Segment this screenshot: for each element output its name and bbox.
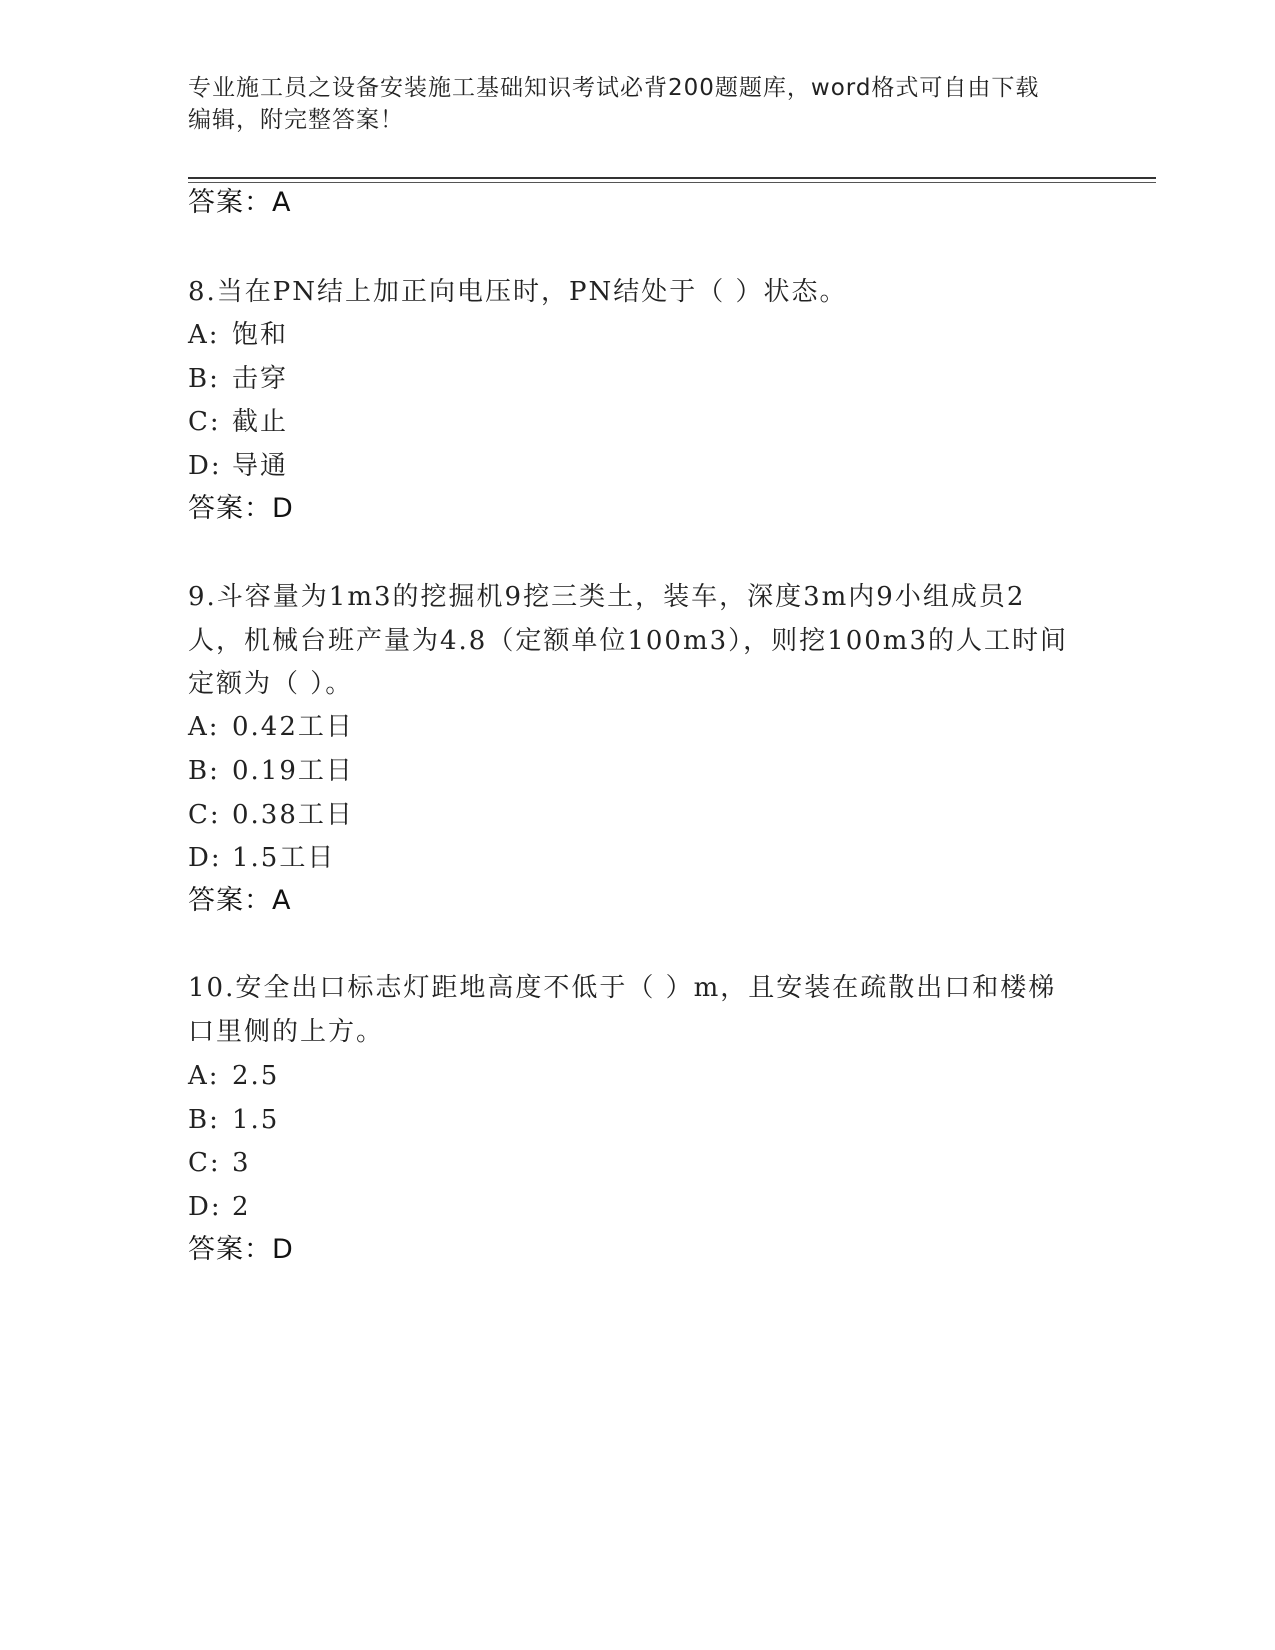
- answer-value: D: [272, 1234, 294, 1265]
- option-text: 击穿: [232, 364, 289, 394]
- document-header: [188, 72, 1088, 136]
- option-key: A:: [188, 320, 220, 350]
- option-key: C:: [188, 407, 221, 437]
- answer-label: 答案：: [188, 187, 272, 218]
- option-text: 2: [232, 1192, 251, 1222]
- question-8-option-b: [188, 362, 288, 396]
- answer-line-prev: [188, 186, 291, 220]
- option-key: C:: [188, 1148, 221, 1178]
- question-9-text-line-2: 人，机械台班产量为4.8（定额单位100m3），则挖100m3的人工时间: [188, 626, 1068, 656]
- header-line-1: 专业施工员之设备安装施工基础知识考试必背200题题库，word格式可自由下载: [188, 75, 1040, 101]
- option-key: A:: [188, 1061, 220, 1091]
- question-9-option-a: [188, 710, 354, 744]
- question-9-text-line-1: 9.斗容量为1m3的挖掘机9挖三类土，装车，深度3m内9小组成员2: [188, 582, 1026, 612]
- option-text: 1.5: [232, 1105, 280, 1135]
- question-10-answer: [188, 1233, 294, 1267]
- option-key: B:: [188, 1105, 220, 1135]
- answer-label: 答案：: [188, 493, 272, 524]
- option-text: 3: [232, 1148, 251, 1178]
- option-key: D:: [188, 451, 222, 481]
- header-line-2: 编辑，附完整答案！: [188, 107, 404, 133]
- question-9-option-d: [188, 841, 335, 875]
- answer-value: A: [272, 187, 292, 218]
- question-10-option-b: [188, 1103, 279, 1137]
- option-text: 0.42工日: [232, 712, 354, 742]
- header-divider-thick: [188, 177, 1156, 179]
- question-10-text-line-2: 口里侧的上方。: [188, 1017, 385, 1047]
- question-8-option-d: [188, 449, 288, 483]
- option-text: 截止: [232, 407, 289, 437]
- option-text: 导通: [232, 451, 289, 481]
- question-8-option-c: [188, 405, 288, 439]
- option-key: A:: [188, 712, 220, 742]
- question-10-text-line-1: 10.安全出口标志灯距地高度不低于（ ）m，且安装在疏散出口和楼梯: [188, 973, 1057, 1003]
- option-key: D:: [188, 1192, 222, 1222]
- option-text: 1.5工日: [232, 843, 336, 873]
- question-8-text: 8.当在PN结上加正向电压时，PN结处于（ ）状态。: [188, 277, 848, 307]
- option-key: C:: [188, 800, 221, 830]
- option-text: 0.38工日: [232, 800, 354, 830]
- option-key: D:: [188, 843, 222, 873]
- option-text: 2.5: [232, 1061, 280, 1091]
- question-8-option-a: [188, 318, 288, 352]
- answer-label: 答案：: [188, 1234, 272, 1265]
- question-8-answer: [188, 492, 294, 526]
- question-10-option-a: [188, 1059, 279, 1093]
- option-key: B:: [188, 364, 220, 394]
- option-key: B:: [188, 756, 220, 786]
- question-9-option-b: [188, 754, 354, 788]
- answer-value: A: [272, 885, 292, 916]
- answer-value: D: [272, 493, 294, 524]
- question-10-option-c: [188, 1146, 251, 1180]
- answer-label: 答案：: [188, 885, 272, 916]
- question-10-option-d: [188, 1190, 251, 1224]
- option-text: 0.19工日: [232, 756, 354, 786]
- question-9-text-line-3: 定额为（ ）。: [188, 669, 354, 699]
- header-divider-thin: [188, 182, 1156, 183]
- question-9-option-c: [188, 798, 354, 832]
- option-text: 饱和: [232, 320, 289, 350]
- question-9-answer: [188, 884, 291, 918]
